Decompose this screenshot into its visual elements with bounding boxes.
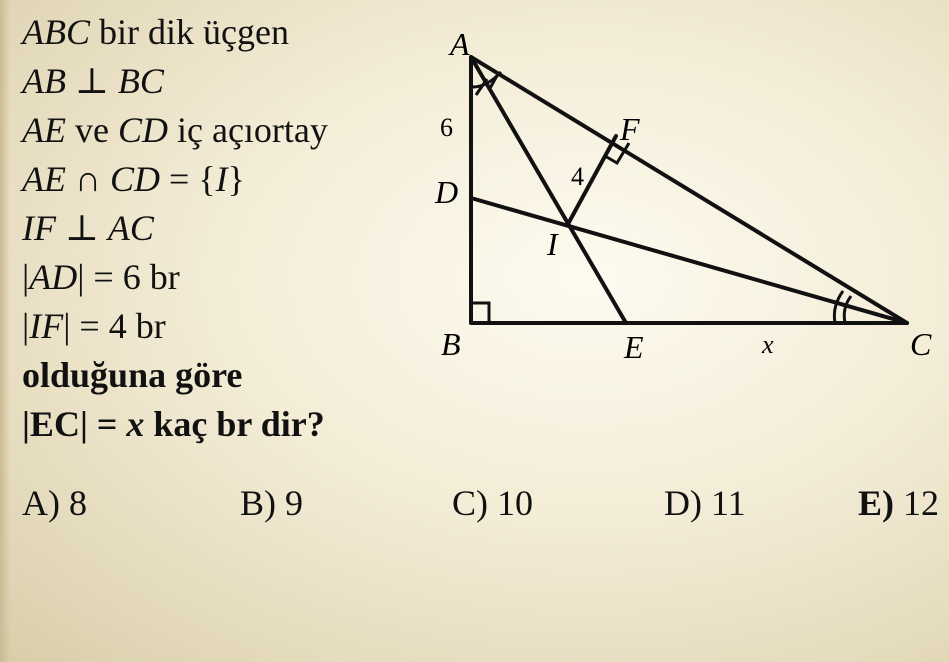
option-a[interactable]: A) 8 <box>22 483 87 523</box>
label-a: A <box>450 26 470 62</box>
angle-arc-c-outer <box>834 291 843 323</box>
option-d[interactable]: D) 11 <box>664 483 746 523</box>
answer-options <box>0 482 949 532</box>
option-b[interactable]: B) 9 <box>240 483 303 523</box>
problem-statement <box>22 8 422 449</box>
given-ab-perp-bc: AB ⊥ BC <box>22 61 164 101</box>
bisector-ae <box>471 57 626 323</box>
option-e[interactable]: E) 12 <box>858 483 939 523</box>
given-bisectors: AE ve CD iç açıortay <box>22 110 328 150</box>
label-c: C <box>910 326 932 362</box>
question-intro: olduğuna göre <box>22 355 243 395</box>
label-d: D <box>435 174 459 210</box>
given-ad-length: |AD| = 6 br <box>22 257 180 297</box>
label-b: B <box>441 326 461 362</box>
given-if-length: |IF| = 4 br <box>22 306 166 346</box>
label-i: I <box>547 226 558 262</box>
given-if-perp-ac: IF ⊥ AC <box>22 208 154 248</box>
triangle-diagram <box>420 20 949 370</box>
given-right-triangle: ABC bir dik üçgen <box>22 12 289 52</box>
label-e: E <box>624 329 644 365</box>
given-intersection: AE ∩ CD = {I} <box>22 159 245 199</box>
label-ec-length: x <box>762 330 774 359</box>
label-if-length: 4 <box>571 162 584 191</box>
option-c[interactable]: C) 10 <box>452 483 533 523</box>
label-f: F <box>620 111 640 147</box>
question-text: |EC| = x kaç br dir? <box>22 404 325 444</box>
bisector-cd <box>471 198 907 323</box>
label-ad-length: 6 <box>440 113 453 142</box>
page-edge-shadow <box>0 0 10 662</box>
right-angle-mark-b <box>471 303 489 323</box>
triangle-abc <box>471 57 907 323</box>
angle-arc-c-inner <box>844 296 851 323</box>
